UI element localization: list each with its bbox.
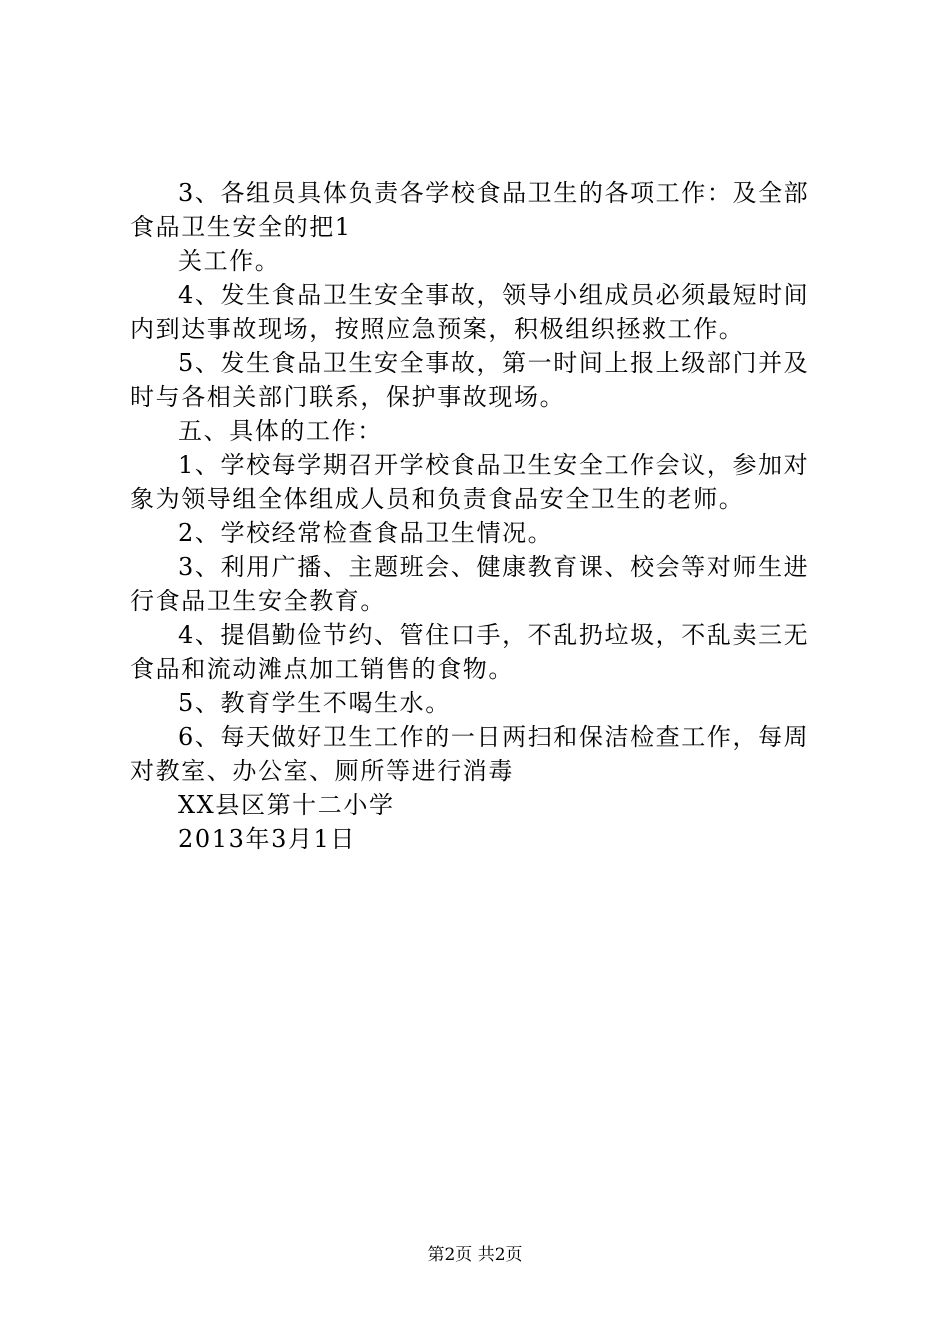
paragraph-work-6: 6、每天做好卫生工作的一日两扫和保洁检查工作，每周对教室、办公室、厕所等进行消毒 — [130, 723, 810, 785]
section-heading-5: 五、具体的工作： — [178, 417, 383, 445]
paragraph-work-3: 3、利用广播、主题班会、健康教育课、校会等对师生进行食品卫生安全教育。 — [130, 553, 810, 615]
paragraph-work-1: 1、学校每学期召开学校食品卫生安全工作会议，参加对象为领导组全体组成人员和负责食品安全卫生的老师。 — [130, 451, 810, 513]
paragraph-work-4: 4、提倡勤俭节约、管住口手，不乱扔垃圾，不乱卖三无食品和流动滩点加工销售的食物。 — [130, 621, 810, 683]
page-number-label: 第2页 共2页 — [427, 1245, 523, 1265]
paragraph-duty-5: 5、发生食品卫生安全事故，第一时间上报上级部门并及时与各相关部门联系，保护事故现场。 — [130, 349, 810, 411]
paragraph-duty-3: 3、各组员具体负责各学校食品卫生的各项工作：及全部食品卫生安全的把1 — [130, 179, 810, 241]
paragraph-work-5: 5、教育学生不喝生水。 — [178, 689, 451, 717]
signature-school: XX县区第十二小学 — [178, 791, 395, 819]
page-footer — [0, 1243, 950, 1267]
paragraph-work-2: 2、学校经常检查食品卫生情况。 — [178, 519, 554, 547]
paragraph-duty-4: 4、发生食品卫生安全事故，领导小组成员必须最短时间内到达事故现场，按照应急预案，积极组织拯救工作。 — [130, 281, 810, 343]
signature-date: 2013年3月1日 — [178, 825, 357, 853]
document-body — [130, 176, 830, 856]
paragraph-duty-3-continued: 关工作。 — [178, 247, 281, 275]
